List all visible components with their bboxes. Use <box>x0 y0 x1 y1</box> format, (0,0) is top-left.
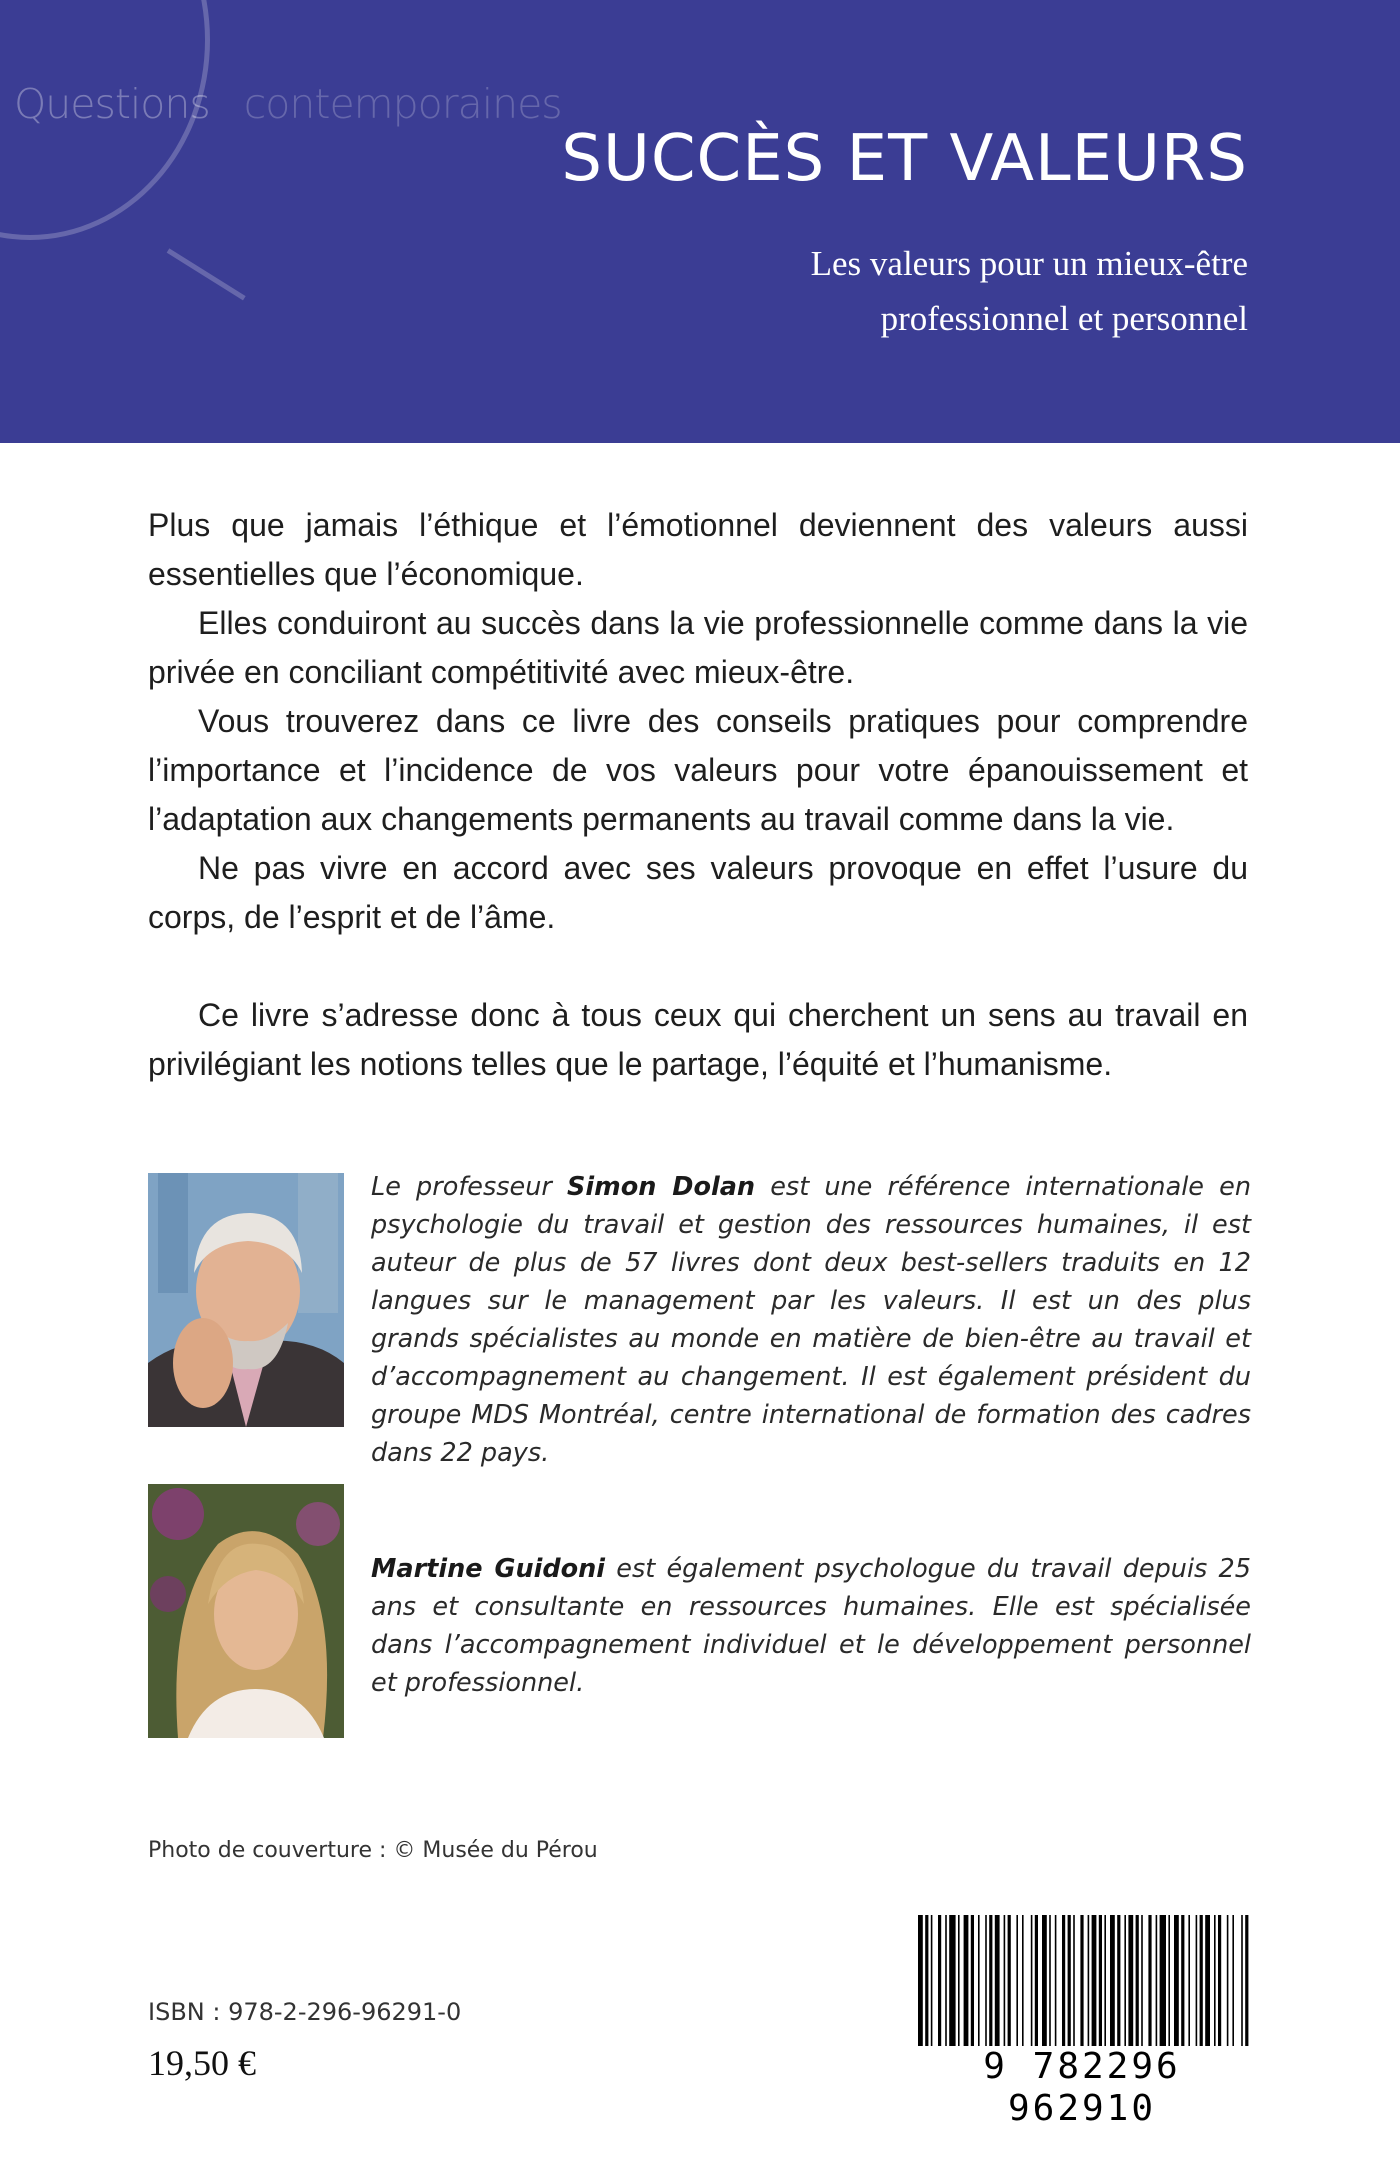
isbn: ISBN : 978-2-296-96291-0 <box>148 1998 462 2026</box>
portrait-woman-icon <box>148 1484 344 1738</box>
book-subtitle <box>811 236 1248 346</box>
series-name <box>14 80 562 128</box>
author-photo-dolan <box>148 1173 344 1427</box>
subtitle-line-1: Les valeurs pour un mieux-être <box>810 244 1248 283</box>
blurb <box>148 501 1248 1089</box>
series-name-part2: contemporaines <box>243 80 562 128</box>
dolan-bio-text: est une référence internationale en psychologie du travail et gestion des ressources humaines, il est auteur de plus de 57 livres dont deux best-sellers traduits en 12 langues sur le management par les valeurs. Il est un des plus grands spécialistes au monde en matière de bien-être au travail et d’accompagnement au changement. Il est également président du groupe MDS Montréal, centre international de formation des cadres dans 22 pays. <box>371 1172 1251 1468</box>
portrait-man-icon <box>148 1173 344 1427</box>
blurb-paragraph-1: Plus que jamais l’éthique et l’émotionnel deviennent des valeurs aussi essentielles que l’économique. <box>148 507 1248 592</box>
blurb-paragraph-4: Ne pas vivre en accord avec ses valeurs provoque en effet l’usure du corps, de l’esprit et de l’âme. <box>148 850 1248 935</box>
blurb-paragraph-3: Vous trouverez dans ce livre des conseils pratiques pour comprendre l’importance et l’incidence de vos valeurs pour votre épanouissement et l’adaptation aux changements permanents au travail comme dans la vie. <box>148 703 1248 837</box>
photo-credit: Photo de couverture : © Musée du Pérou <box>148 1838 598 1863</box>
author-bio-dolan <box>371 1168 1251 1472</box>
guidoni-name: Martine Guidoni <box>371 1554 606 1584</box>
author-photo-guidoni <box>148 1484 344 1738</box>
blurb-paragraph-5: Ce livre s’adresse donc à tous ceux qui cherchent un sens au travail en privilégiant les notions telles que le partage, l’équité et l’humanisme. <box>148 997 1248 1082</box>
author-bio-guidoni <box>371 1550 1251 1702</box>
dolan-name: Simon Dolan <box>567 1172 756 1202</box>
price: 19,50 € <box>148 2043 256 2083</box>
guidoni-bio-text: est également psychologue du travail depuis 25 ans et consultante en ressources humaines. Elle est spécialisée dans l’accompagnement individuel et le développement personnel et professionnel. <box>371 1554 1251 1698</box>
series-q-logo-tail-icon <box>167 248 246 300</box>
blurb-paragraph-2: Elles conduiront au succès dans la vie professionnelle comme dans la vie privée en conciliant compétitivité avec mieux-être. <box>148 605 1248 690</box>
subtitle-line-2: professionnel et personnel <box>880 299 1248 338</box>
series-name-part1: Questions <box>14 80 210 128</box>
book-title: SUCCÈS ET VALEURS <box>561 122 1248 196</box>
barcode-digits: 9 782296 962910 <box>912 2046 1252 2130</box>
dolan-prefix: Le professeur <box>371 1172 568 1202</box>
header-band <box>0 0 1400 443</box>
